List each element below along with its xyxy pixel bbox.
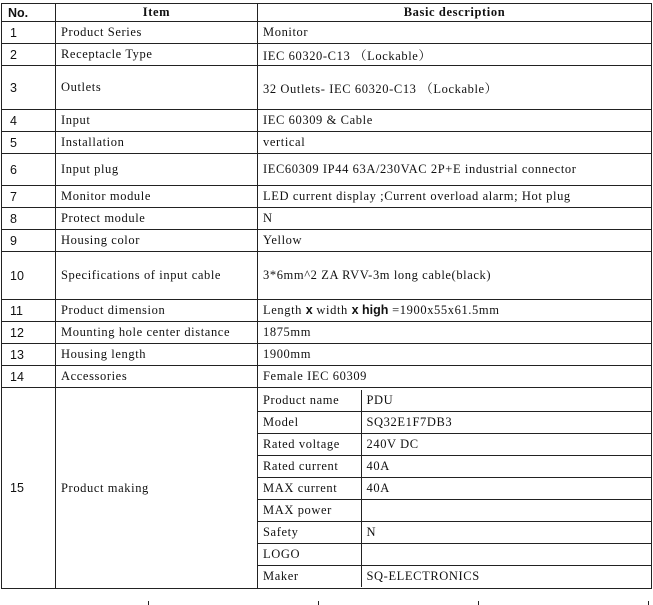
row-description: IEC 60320-C13 （Lockable） [258, 44, 652, 66]
row-description: IEC60309 IP44 63A/230VAC 2P+E industrial connector [258, 154, 652, 186]
making-label: Product name [258, 390, 361, 412]
row-item: Housing color [56, 230, 258, 252]
making-label: MAX current [258, 477, 361, 499]
row-description: 32 Outlets- IEC 60320-C13 （Lockable） [258, 66, 652, 110]
table-row [2, 110, 652, 132]
table-row [2, 252, 652, 300]
row-description: LED current display ;Current overload alarm; Hot plug [258, 186, 652, 208]
row-item: Housing length [56, 344, 258, 366]
table-row [2, 366, 652, 388]
row-item: Input plug [56, 154, 258, 186]
dimension-times-symbol: x [305, 303, 313, 317]
row-number: 14 [2, 366, 56, 388]
table-row [2, 22, 652, 44]
row-number: 10 [2, 252, 56, 300]
row-number: 11 [2, 300, 56, 322]
making-value [361, 499, 651, 521]
making-label: Safety [258, 521, 361, 543]
row-description: Female IEC 60309 [258, 366, 652, 388]
row-item: Accessories [56, 366, 258, 388]
divider-tick [148, 601, 149, 605]
row-item: Specifications of input cable [56, 252, 258, 300]
making-row [258, 477, 651, 499]
making-row [258, 565, 651, 587]
making-label: Maker [258, 565, 361, 587]
row-description [258, 300, 652, 322]
row-number: 6 [2, 154, 56, 186]
row-item: Monitor module [56, 186, 258, 208]
making-value: 40A [361, 455, 651, 477]
making-row [258, 521, 651, 543]
making-row [258, 411, 651, 433]
table-row [2, 186, 652, 208]
making-label: Rated voltage [258, 433, 361, 455]
making-value [361, 543, 651, 565]
product-making-table [258, 390, 651, 587]
row-item: Mounting hole center distance [56, 322, 258, 344]
making-value: N [361, 521, 651, 543]
making-value: SQ-ELECTRONICS [361, 565, 651, 587]
dimension-width-label: width [312, 303, 352, 317]
row-description: 1875mm [258, 322, 652, 344]
making-value: PDU [361, 390, 651, 412]
bottom-divider-ticks [0, 601, 653, 605]
header-no: No. [2, 4, 56, 22]
row-item: Product dimension [56, 300, 258, 322]
row-number: 4 [2, 110, 56, 132]
table-row [2, 66, 652, 110]
table-row [2, 208, 652, 230]
making-row [258, 543, 651, 565]
row-description: vertical [258, 132, 652, 154]
row-number: 12 [2, 322, 56, 344]
divider-tick [478, 601, 479, 605]
divider-tick [648, 601, 649, 605]
table-row [2, 300, 652, 322]
row-description: Monitor [258, 22, 652, 44]
row-number: 15 [2, 388, 56, 589]
row-item: Outlets [56, 66, 258, 110]
making-row [258, 499, 651, 521]
product-making-cell [258, 388, 652, 589]
row-item: Input [56, 110, 258, 132]
table-row [2, 344, 652, 366]
making-value: 40A [361, 477, 651, 499]
table-row [2, 154, 652, 186]
divider-tick [318, 601, 319, 605]
making-value: SQ32E1F7DB3 [361, 411, 651, 433]
row-description: IEC 60309 & Cable [258, 110, 652, 132]
row-description: 3*6mm^2 ZA RVV-3m long cable(black) [258, 252, 652, 300]
table-row [2, 230, 652, 252]
making-value: 240V DC [361, 433, 651, 455]
making-label: MAX power [258, 499, 361, 521]
making-row [258, 455, 651, 477]
row-number: 1 [2, 22, 56, 44]
dimension-height-label: x high [351, 303, 389, 317]
row-description: 1900mm [258, 344, 652, 366]
row-description: Yellow [258, 230, 652, 252]
row-description: N [258, 208, 652, 230]
row-number: 3 [2, 66, 56, 110]
dimension-value: =1900x55x61.5mm [388, 303, 500, 317]
table-row [2, 322, 652, 344]
dimension-length-label: Length [263, 303, 306, 317]
row-number: 2 [2, 44, 56, 66]
making-row [258, 390, 651, 412]
row-item: Protect module [56, 208, 258, 230]
table-row [2, 44, 652, 66]
row-item: Installation [56, 132, 258, 154]
row-number: 9 [2, 230, 56, 252]
row-number: 13 [2, 344, 56, 366]
row-item: Product Series [56, 22, 258, 44]
table-row [2, 132, 652, 154]
header-description: Basic description [258, 4, 652, 22]
row-number: 7 [2, 186, 56, 208]
row-item: Receptacle Type [56, 44, 258, 66]
row-number: 5 [2, 132, 56, 154]
table-row-product-making [2, 388, 652, 589]
row-number: 8 [2, 208, 56, 230]
making-row [258, 433, 651, 455]
header-item: Item [56, 4, 258, 22]
spec-table [1, 3, 652, 589]
row-item: Product making [56, 388, 258, 589]
making-label: Rated current [258, 455, 361, 477]
making-label: Model [258, 411, 361, 433]
making-label: LOGO [258, 543, 361, 565]
